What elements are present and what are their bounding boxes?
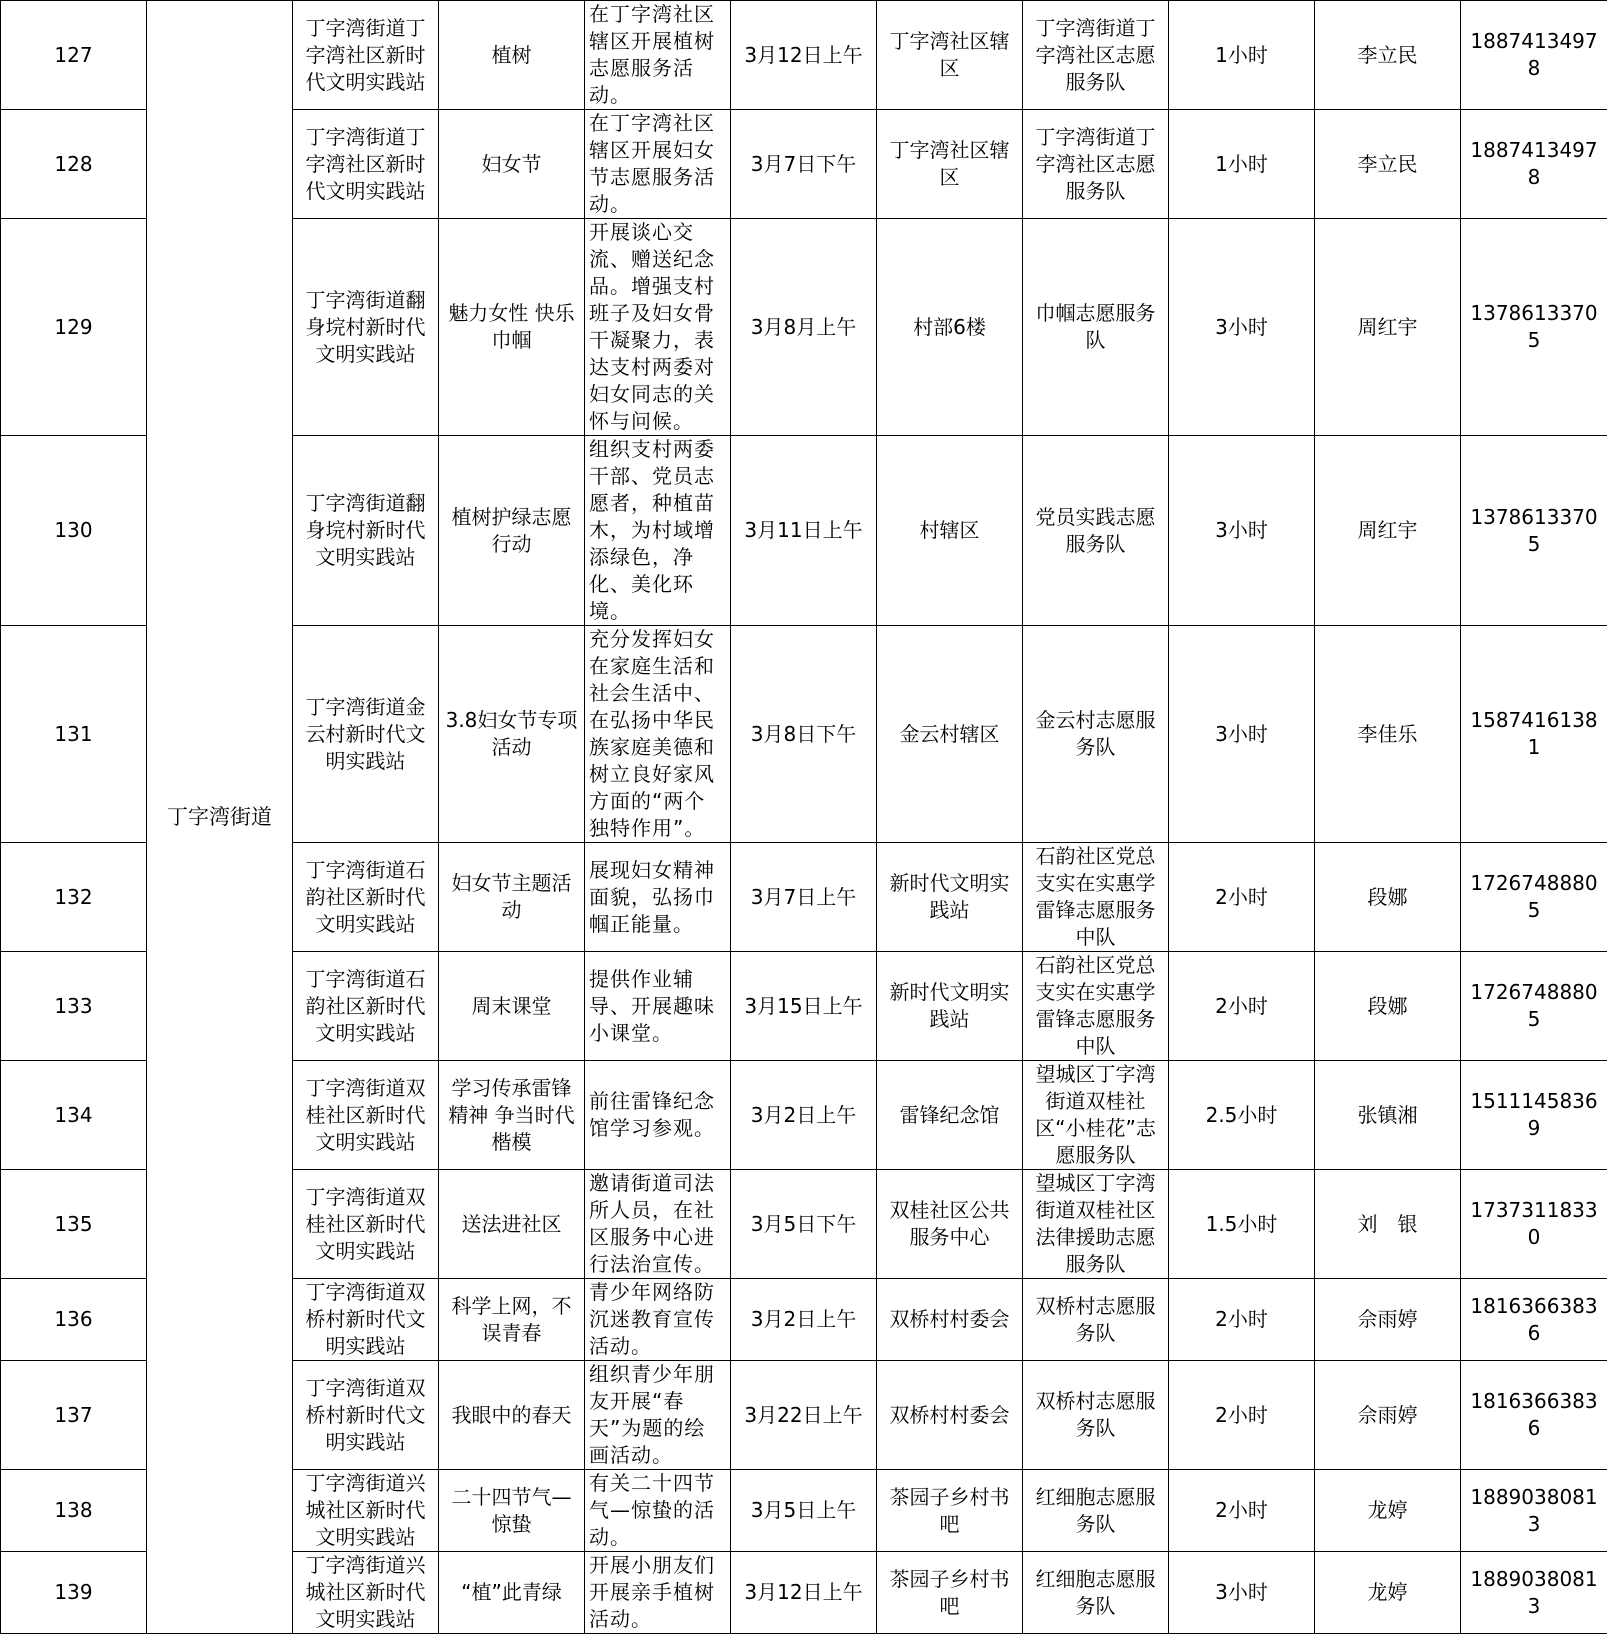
cell-activity: 魅力女性 快乐巾帼: [439, 219, 585, 436]
cell-activity: 3.8妇女节专项活动: [439, 626, 585, 843]
cell-street: 丁字湾街道: [147, 1, 293, 1634]
cell-activity: 周末课堂: [439, 952, 585, 1061]
cell-contact: 佘雨婷: [1315, 1361, 1461, 1470]
cell-contact: 段娜: [1315, 843, 1461, 952]
cell-no: 134: [1, 1061, 147, 1170]
cell-duration: 2小时: [1169, 952, 1315, 1061]
cell-duration: 3小时: [1169, 219, 1315, 436]
cell-phone: 18874134978: [1461, 110, 1607, 219]
cell-team: 望城区丁字湾街道双桂社区法律援助志愿服务队: [1023, 1170, 1169, 1279]
cell-time: 3月12日上午: [731, 1, 877, 110]
cell-team: 石韵社区党总支实在实惠学雷锋志愿服务中队: [1023, 843, 1169, 952]
cell-contact: 周红宇: [1315, 436, 1461, 626]
cell-phone: 17267488805: [1461, 952, 1607, 1061]
cell-content: 在丁字湾社区辖区开展妇女节志愿服务活动。: [585, 110, 731, 219]
cell-team: 巾帼志愿服务队: [1023, 219, 1169, 436]
cell-location: 新时代文明实践站: [877, 952, 1023, 1061]
cell-no: 136: [1, 1279, 147, 1361]
cell-location: 雷锋纪念馆: [877, 1061, 1023, 1170]
cell-location: 丁字湾社区辖区: [877, 110, 1023, 219]
cell-contact: 李立民: [1315, 1, 1461, 110]
cell-location: 双桂社区公共服务中心: [877, 1170, 1023, 1279]
cell-no: 139: [1, 1552, 147, 1634]
cell-no: 133: [1, 952, 147, 1061]
cell-location: 丁字湾社区辖区: [877, 1, 1023, 110]
cell-content: 组织支村两委干部、党员志愿者，种植苗木，为村域增添绿色，净化、美化环境。: [585, 436, 731, 626]
cell-station: 丁字湾街道翻身垸村新时代文明实践站: [293, 219, 439, 436]
cell-time: 3月5日下午: [731, 1170, 877, 1279]
cell-team: 丁字湾街道丁字湾社区志愿服务队: [1023, 110, 1169, 219]
cell-duration: 3小时: [1169, 436, 1315, 626]
cell-location: 双桥村村委会: [877, 1361, 1023, 1470]
cell-phone: 17267488805: [1461, 843, 1607, 952]
cell-phone: 18890380813: [1461, 1552, 1607, 1634]
cell-location: 村部6楼: [877, 219, 1023, 436]
cell-duration: 1.5小时: [1169, 1170, 1315, 1279]
cell-contact: 李佳乐: [1315, 626, 1461, 843]
cell-activity: 二十四节气—惊蛰: [439, 1470, 585, 1552]
cell-duration: 1小时: [1169, 110, 1315, 219]
cell-phone: 13786133705: [1461, 219, 1607, 436]
cell-content: 开展小朋友们开展亲手植树活动。: [585, 1552, 731, 1634]
cell-content: 前往雷锋纪念馆学习参观。: [585, 1061, 731, 1170]
cell-time: 3月12日上午: [731, 1552, 877, 1634]
cell-content: 邀请街道司法所人员，在社区服务中心进行法治宣传。: [585, 1170, 731, 1279]
cell-location: 茶园子乡村书吧: [877, 1470, 1023, 1552]
cell-time: 3月7日下午: [731, 110, 877, 219]
cell-no: 128: [1, 110, 147, 219]
cell-time: 3月8月上午: [731, 219, 877, 436]
cell-time: 3月11日上午: [731, 436, 877, 626]
cell-phone: 18890380813: [1461, 1470, 1607, 1552]
cell-activity: 植树护绿志愿行动: [439, 436, 585, 626]
cell-station: 丁字湾街道石韵社区新时代文明实践站: [293, 843, 439, 952]
cell-team: 金云村志愿服务队: [1023, 626, 1169, 843]
cell-phone: 18163663836: [1461, 1279, 1607, 1361]
cell-activity: “植”此青绿: [439, 1552, 585, 1634]
cell-team: 双桥村志愿服务队: [1023, 1279, 1169, 1361]
cell-time: 3月2日上午: [731, 1061, 877, 1170]
cell-duration: 2小时: [1169, 1470, 1315, 1552]
cell-phone: 15111458369: [1461, 1061, 1607, 1170]
cell-station: 丁字湾街道丁字湾社区新时代文明实践站: [293, 1, 439, 110]
cell-activity: 送法进社区: [439, 1170, 585, 1279]
cell-no: 132: [1, 843, 147, 952]
cell-no: 138: [1, 1470, 147, 1552]
cell-contact: 李立民: [1315, 110, 1461, 219]
cell-duration: 2小时: [1169, 843, 1315, 952]
cell-no: 135: [1, 1170, 147, 1279]
cell-activity: 妇女节: [439, 110, 585, 219]
cell-team: 丁字湾街道丁字湾社区志愿服务队: [1023, 1, 1169, 110]
cell-contact: 段娜: [1315, 952, 1461, 1061]
cell-contact: 周红宇: [1315, 219, 1461, 436]
cell-time: 3月7日上午: [731, 843, 877, 952]
cell-content: 组织青少年朋友开展“春天”为题的绘画活动。: [585, 1361, 731, 1470]
cell-station: 丁字湾街道双桥村新时代文明实践站: [293, 1279, 439, 1361]
cell-station: 丁字湾街道双桂社区新时代文明实践站: [293, 1170, 439, 1279]
cell-contact: 佘雨婷: [1315, 1279, 1461, 1361]
cell-duration: 2.5小时: [1169, 1061, 1315, 1170]
cell-activity: 妇女节主题活动: [439, 843, 585, 952]
cell-station: 丁字湾街道兴城社区新时代文明实践站: [293, 1470, 439, 1552]
cell-team: 党员实践志愿服务队: [1023, 436, 1169, 626]
cell-location: 双桥村村委会: [877, 1279, 1023, 1361]
cell-no: 130: [1, 436, 147, 626]
cell-contact: 龙婷: [1315, 1470, 1461, 1552]
cell-time: 3月2日上午: [731, 1279, 877, 1361]
cell-duration: 3小时: [1169, 626, 1315, 843]
cell-activity: 科学上网，不误青春: [439, 1279, 585, 1361]
cell-duration: 1小时: [1169, 1, 1315, 110]
cell-no: 131: [1, 626, 147, 843]
cell-content: 在丁字湾社区辖区开展植树志愿服务活动。: [585, 1, 731, 110]
cell-contact: 张镇湘: [1315, 1061, 1461, 1170]
cell-time: 3月8日下午: [731, 626, 877, 843]
cell-no: 137: [1, 1361, 147, 1470]
cell-station: 丁字湾街道双桥村新时代文明实践站: [293, 1361, 439, 1470]
cell-phone: 18163663836: [1461, 1361, 1607, 1470]
cell-phone: 13786133705: [1461, 436, 1607, 626]
cell-activity: 我眼中的春天: [439, 1361, 585, 1470]
cell-content: 展现妇女精神面貌，弘扬巾帼正能量。: [585, 843, 731, 952]
cell-station: 丁字湾街道兴城社区新时代文明实践站: [293, 1552, 439, 1634]
cell-phone: 18874134978: [1461, 1, 1607, 110]
cell-no: 129: [1, 219, 147, 436]
cell-contact: 刘 银: [1315, 1170, 1461, 1279]
cell-station: 丁字湾街道石韵社区新时代文明实践站: [293, 952, 439, 1061]
cell-phone: 17373118330: [1461, 1170, 1607, 1279]
cell-location: 村辖区: [877, 436, 1023, 626]
cell-content: 充分发挥妇女在家庭生活和社会生活中、在弘扬中华民族家庭美德和树立良好家风方面的“两个独特作用”。: [585, 626, 731, 843]
cell-activity: 学习传承雷锋精神 争当时代楷模: [439, 1061, 585, 1170]
cell-station: 丁字湾街道双桂社区新时代文明实践站: [293, 1061, 439, 1170]
cell-phone: 15874161381: [1461, 626, 1607, 843]
cell-team: 望城区丁字湾街道双桂社区“小桂花”志愿服务队: [1023, 1061, 1169, 1170]
cell-team: 石韵社区党总支实在实惠学雷锋志愿服务中队: [1023, 952, 1169, 1061]
cell-duration: 3小时: [1169, 1552, 1315, 1634]
cell-team: 双桥村志愿服务队: [1023, 1361, 1169, 1470]
cell-time: 3月5日上午: [731, 1470, 877, 1552]
cell-location: 新时代文明实践站: [877, 843, 1023, 952]
cell-time: 3月15日上午: [731, 952, 877, 1061]
cell-content: 提供作业辅导、开展趣味小课堂。: [585, 952, 731, 1061]
cell-content: 开展谈心交流、赠送纪念品。增强支村班子及妇女骨干凝聚力，表达支村两委对妇女同志的关怀与问候。: [585, 219, 731, 436]
cell-duration: 2小时: [1169, 1361, 1315, 1470]
cell-contact: 龙婷: [1315, 1552, 1461, 1634]
cell-location: 茶园子乡村书吧: [877, 1552, 1023, 1634]
cell-location: 金云村辖区: [877, 626, 1023, 843]
cell-station: 丁字湾街道翻身垸村新时代文明实践站: [293, 436, 439, 626]
cell-no: 127: [1, 1, 147, 110]
table-row: [1, 1, 1607, 110]
cell-time: 3月22日上午: [731, 1361, 877, 1470]
cell-team: 红细胞志愿服务队: [1023, 1552, 1169, 1634]
cell-station: 丁字湾街道金云村新时代文明实践站: [293, 626, 439, 843]
cell-station: 丁字湾街道丁字湾社区新时代文明实践站: [293, 110, 439, 219]
cell-content: 青少年网络防沉迷教育宣传活动。: [585, 1279, 731, 1361]
cell-activity: 植树: [439, 1, 585, 110]
cell-team: 红细胞志愿服务队: [1023, 1470, 1169, 1552]
cell-duration: 2小时: [1169, 1279, 1315, 1361]
cell-content: 有关二十四节气—惊蛰的活动。: [585, 1470, 731, 1552]
